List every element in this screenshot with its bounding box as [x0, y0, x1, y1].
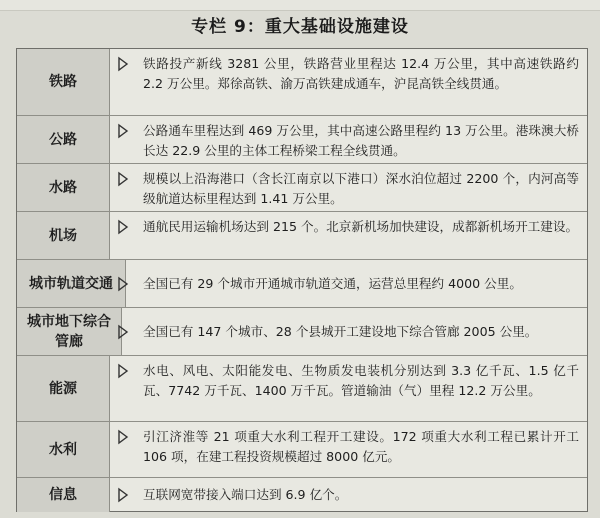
page-title: 专栏 9：重大基础设施建设 — [191, 17, 409, 37]
arrow-icon — [115, 219, 131, 235]
row-label: 铁路 — [17, 49, 110, 115]
previous-page-text-strip — [0, 0, 600, 11]
row-text: 公路通车里程达到 469 万公里，其中高速公路里程约 13 万公里。港珠澳大桥长达 22.9 公里的主体工程桥梁工程全线贯通。 — [143, 123, 579, 158]
table-row-airport — [17, 211, 587, 260]
row-text: 规模以上沿海港口（含长江南京以下港口）深水泊位超过 2200 个，内河高等级航道达标里程达到 1.41 万公里。 — [143, 171, 579, 206]
table-row-urban-rail — [17, 259, 587, 308]
row-label: 水利 — [17, 422, 110, 478]
row-label: 公路 — [17, 116, 110, 164]
arrow-icon — [115, 429, 131, 445]
table-row-water-conservancy — [17, 421, 587, 478]
arrow-icon — [115, 123, 131, 139]
row-text: 铁路投产新线 3281 公里，铁路营业里程达 12.4 万公里，其中高速铁路约 2.2 万公里。郑徐高铁、渝万高铁建成通车，沪昆高铁全线贯通。 — [143, 56, 579, 91]
arrow-icon — [115, 56, 131, 72]
arrow-icon — [115, 487, 131, 503]
arrow-icon — [115, 276, 131, 292]
table-row-highway — [17, 115, 587, 164]
row-label: 信息 — [17, 478, 110, 512]
row-text: 引江济淮等 21 项重大水利工程开工建设。172 项重大水利工程已累计开工 106 项，在建工程投资规模超过 8000 亿元。 — [143, 429, 579, 464]
table-row-utility-tunnel — [17, 307, 587, 356]
infrastructure-table — [16, 48, 588, 512]
row-label: 机场 — [17, 212, 110, 260]
row-label: 城市地下综合管廊 — [17, 308, 122, 356]
table-row-information — [17, 477, 587, 512]
table-row-railway — [17, 49, 587, 115]
row-label: 城市轨道交通 — [17, 260, 126, 308]
table-row-waterway — [17, 163, 587, 212]
row-label: 能源 — [17, 356, 110, 422]
row-text: 互联网宽带接入端口达到 6.9 亿个。 — [143, 487, 348, 502]
arrow-icon — [115, 363, 131, 379]
table-row-energy — [17, 355, 587, 422]
row-text: 水电、风电、太阳能发电、生物质发电装机分别达到 3.3 亿千瓦、1.5 亿千瓦、7742 万千瓦、1400 万千瓦。管道输油（气）里程 12.2 万公里。 — [143, 363, 579, 398]
row-text: 通航民用运输机场达到 215 个。北京新机场加快建设，成都新机场开工建设。 — [143, 219, 579, 234]
arrow-icon — [115, 171, 131, 187]
row-text: 全国已有 29 个城市开通城市轨道交通，运营总里程约 4000 公里。 — [143, 276, 522, 291]
row-text: 全国已有 147 个城市、28 个县城开工建设地下综合管廊 2005 公里。 — [143, 324, 538, 339]
row-label: 水路 — [17, 164, 110, 212]
arrow-icon — [115, 324, 131, 340]
